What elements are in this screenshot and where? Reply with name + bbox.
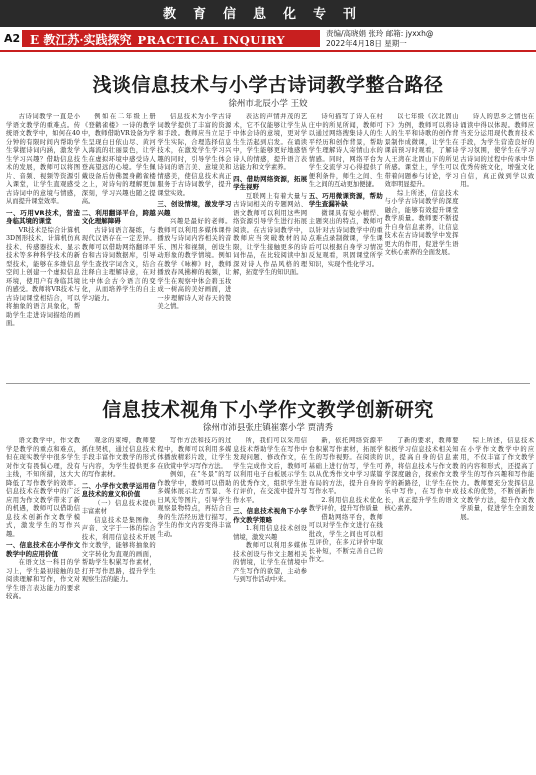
article-1-byline: 徐州市北辰小学 王姣 — [228, 99, 308, 109]
subheading: 二、小学作文教学运用信息技术的意义和价值 — [81, 481, 156, 498]
masthead-rule — [0, 50, 536, 52]
article-1-title: 浅谈信息技术与小学古诗词教学整合路径 — [92, 74, 444, 96]
paragraph: 诗句描写了诗人在村庄中的所见所闻，教师可以通过网络搜集诗人的生平经历和创作背景，帮助学生理解诗人寄情山水的情感。同时，网络平台为学生交流学习心得提供了便利条件，师生之间、生生之间的互动更加便捷。 — [308, 113, 383, 188]
paragraph: VR技术是综合计算机3D图形技术、计算机仿真技术、传感器技术、显示技术等多种科学技术的新型技术，能够在多维信息空间上创建一个虚拟信息环境，使用户有身临其境的感受。教师将VR技术与古诗词课堂相结合，可以将抽象的语言具象化，帮助学生走进诗词描绘的画面。 — [6, 226, 80, 327]
subheading: 三、信息技术视角下小学作文教学策略 — [233, 507, 308, 524]
paragraph: （一）信息技术提供丰富素材 — [81, 499, 156, 515]
section-bar — [22, 30, 320, 47]
article-divider — [6, 383, 530, 384]
paragraph: 综上所述，信息技术在小学作文教学中的应用，不仅丰富了作文教学的内容和形式，还提高了学生的写作兴趣和写作能力。教师要充分发挥信息技术的优势，不断创新作文教学方法，提升作文教学质量，促进学生全面发展。 — [460, 437, 535, 521]
text-column — [460, 437, 534, 771]
subheading: 二、利用翻译平台，跨越文化理解障碍 — [81, 208, 156, 225]
paragraph: 诗人的思乡之情也在诵读中得以体现。教师应当充分运用现代教育技术手段，为学生营造良好的学习氛围，使学生在学习古诗词的过程中传承中华优秀传统文化，增强文化自信，真正做到学以致用。 — [460, 113, 535, 188]
paragraph: 2.利用信息技术优化教学评价，提升写作质量 — [308, 496, 383, 512]
paragraph: 语文教学中，作文教学是教学的重点和难点，但在现实教学中很多学生对作文有畏惧心理，没有主线，不知所措，这大大降低了写作教学的效率。信息技术在教学中的广泛应用为作文教学带来了新的机遇，教师可以借助信息技术创新作文教学模式，激发学生的写作兴趣。 — [6, 437, 80, 538]
subheading: 一、信息技术在小学作文教学中的应用价值 — [6, 541, 80, 558]
text-column — [309, 113, 383, 378]
article-2-title: 信息技术视角下小学作文教学创新研究 — [102, 399, 434, 421]
text-column — [385, 113, 459, 378]
editor-info — [326, 29, 531, 48]
text-column — [6, 113, 80, 378]
article-2-byline: 徐州市沛县张庄镇崔寨小学 贾清秀 — [202, 423, 334, 433]
subheading: 五、巧用微课资源，帮助学生查漏补缺 — [308, 191, 383, 208]
paragraph: 例如在二年级上册《登鹳雀楼》一诗的教学中，教师借助VR设备为学生呈现白日依山尽、黄河入海流的壮丽景色，让学生在虚拟环境中感受诗人登高望远的心境。学生佩戴设备后仿佛置身鹳雀楼之上，对诗句的理解更加深刻，学习兴趣也随之提高。 — [81, 113, 156, 205]
subheading: 四、借助网络资源，拓展学生视野 — [233, 174, 308, 191]
paragraph: 在语文这一科目的学习上，学生最初接触的是阅读理解和写作，作文对学生语言表达能力的要求较高。 — [6, 559, 80, 600]
editor-line: 责编/高晓娟 张玲 邮箱: jyxxh@ — [326, 29, 434, 38]
paragraph: 微课具有短小精悍、主题突出的特点，教师可以针对古诗词教学中的重点难点录制微课，学生课后可以根据自身学习情况反复观看，巩固课堂所学知识，实现个性化学习。 — [308, 209, 383, 268]
paragraph: 古诗词教学一直是小学语文教学的重难点。传统语文教学中，如何在40分钟的有限时间内帮助学生掌握诗词内涵，激发学生学习兴趣？借助信息技术的发展，教师可以将图片、音频、视频等资源引入课堂，让学生直观感受古诗词中的意境与情感，从而提升课堂效率。 — [6, 113, 80, 205]
paragraph: 1.利用信息技术创设情境，激发兴趣 — [233, 525, 308, 541]
paragraph: 借助网络平台，教师可以对学生作文进行在线批改，学生之间也可以相互评价，在多元评价中取长补短，不断完善自己的作文。 — [308, 513, 383, 563]
paragraph: 了新的要求，教师要积极学习信息技术相关知识，提高自身的信息素养，将信息技术与作文教学深度融合，探索作文教学的新路径，让学生在快乐中写作，在写作中成长，真正提升学生的语文核心素养。 — [384, 437, 459, 512]
section-name-cn: E 教江苏·实践探究 — [30, 33, 132, 47]
text-column — [82, 113, 156, 378]
paragraph: 表达的声情并茂的艺术，它不仅能够让学生从中体会诗的意境，更对学生生活起到启发。在诵读中，学生能够更好地感悟诗人的情感，提升语言表达能力和文学素养。 — [233, 113, 308, 171]
section-name — [30, 31, 285, 48]
masthead-title: 教育信息化专刊 — [162, 7, 373, 22]
paragraph: 互联网上有着大量与古诗词相关的专题网站、语文教师可以利用这些网络资源引导学生进行拓展阅读。在古诗词教学中，教师应当突破教材的局限，让学生接触更多的诗词作品，在比较阅读中加深对诗人作品风格的理解，拓宽学生的知识面。 — [233, 192, 308, 276]
text-column — [460, 113, 534, 378]
subheading: 三、创设情境，激发学习兴趣 — [157, 200, 232, 217]
paragraph: 例如，在“冬景”的写作教学中，教师可以借助多媒体展示北方雪景、冬日风光等图片，引导学生观察景物特点，再结合自身的生活经历进行描写，学生的作文内容变得丰富生动。 — [157, 471, 232, 538]
paragraph: 信息技术是集图像、声音、文字于一体的综合技术，利用信息技术开展作文教学，能够将抽象的文字转化为直观的画面，帮助学生积累写作素材，打开写作思路，提升学生观察生活的能力。 — [81, 516, 156, 583]
page-number-label: A2 — [4, 32, 21, 45]
paragraph: 所，我们可以采用信息技术帮助学生在写作中发现问题、修改作文，在学生完成作文后，教师可以利用电子白板展示学生的优秀作文，组织学生进行评价，在交流中提升写作水平。 — [233, 437, 308, 504]
text-column — [82, 437, 156, 771]
paragraph: 以七年级《次北固山下》为例，教师可以将诗人的生平和诗歌的创作背景制作成微课，让学生在课前预习时观看，了解诗人王湾在北固山下的所见所感。课堂上，学生可以带着问题参与讨论，学习效率明显提升。 — [384, 113, 459, 188]
paragraph: 综上所述，信息技术与小学古诗词教学的深度融合，能够有效提升课堂教学质量。教师要不断提升自身信息素养，让信息技术在古诗词教学中发挥更大的作用，促进学生语文核心素养的全面发展。 — [384, 189, 459, 256]
paragraph: 古诗词语言凝练，与现代汉语存在一定差异。教师可以借助网络翻译平台和古诗词数据库，引导学生查找字词含义，结合注释自主理解诗意，在对比中体会古今语言的变化，从而培养学生的自主学习能力。 — [81, 226, 156, 302]
article-1-body — [6, 113, 535, 378]
paragraph: 教师可以利用多媒体技术创设与作文主题相关的情境，让学生在情境中产生写作的欲望，主动参与到写作活动中来。 — [233, 542, 308, 583]
text-column — [157, 113, 231, 378]
text-column — [233, 113, 307, 378]
paragraph: 观念的束缚，教师要抓住契机，通过信息技术手段丰富作文教学的形式与内容，为学生提供更多的写作素材。 — [81, 437, 156, 478]
text-column — [157, 437, 231, 771]
masthead — [0, 0, 536, 52]
text-column — [6, 437, 80, 771]
subheading: 一、巧用VR技术，营造身临其境的课堂 — [6, 208, 80, 225]
paragraph: 兴趣是最好的老师。教师可以利用多媒体课件播放与诗词内容相关的音乐、图片和视频，创设生动形象的教学情境。例如在教学《咏柳》时，教师播放春风拂柳的视频，让学生在观察中体会碧玉妆成一树高的美好画面，进一步理解诗人对春天的赞美之情。 — [157, 218, 232, 310]
section-name-en: PRACTICAL INQUIRY — [137, 33, 286, 47]
text-column — [309, 437, 383, 771]
text-column — [233, 437, 307, 771]
issue-date: 2022年4月18日 星期一 — [326, 38, 407, 48]
paragraph: 新，依托网络资源平台积累写作素材，拓展学生的写作视野。在阅读的基础上进行仿写，学生可以从优秀作文中学习谋篇布局的方法，提升自身的写作水平。 — [308, 437, 383, 495]
article-2-body — [6, 437, 535, 771]
paragraph: 信息技术为小学古诗词教学提供了丰富的资源和手段。教师应当立足于学生实际，合理选择信息技术，在激发学生学习兴趣的同时，引导学生体会诗词的语言美、意境美和情感美，使信息技术真正服务于古诗词教学，提升课堂实效。 — [157, 113, 232, 197]
text-column — [385, 437, 459, 771]
paragraph: 写作方法和技巧的过程中，教师可以利用多媒体播放精彩片段，让学生在欣赏中学习写作方法。 — [157, 437, 232, 470]
